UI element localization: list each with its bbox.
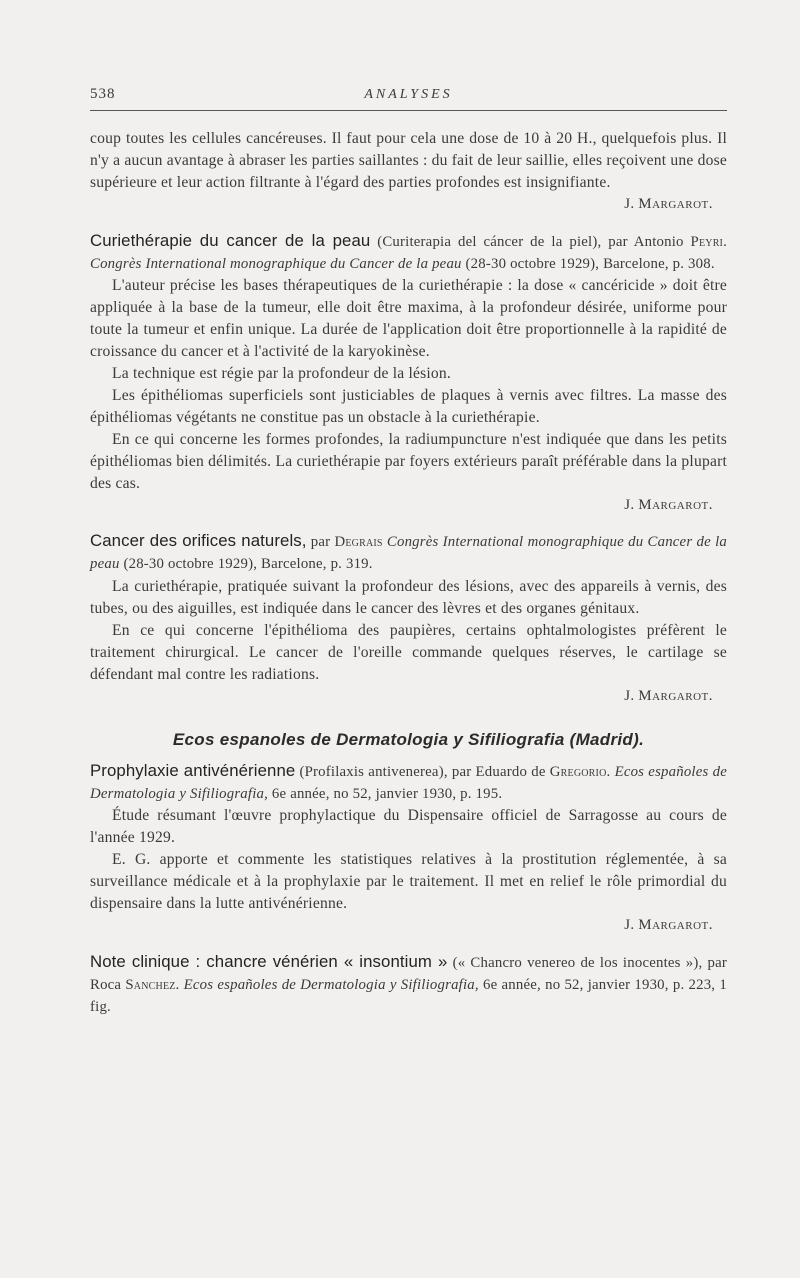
paragraph: Étude résumant l'œuvre prophylactique du Dispensaire officiel de Sarragosse au cours de l'année 1929. (90, 807, 727, 847)
page-body (90, 128, 727, 1019)
entry-ref-c: 6e année, no 52, janvier 1930, p. 195. (268, 785, 503, 802)
entry-source: Ecos españoles de Dermatologia y Sifiliografia, (183, 976, 479, 993)
entry-title: Note clinique : chancre vénérien « insontium » (90, 951, 448, 971)
entry-title: Curiethérapie du cancer de la peau (90, 230, 371, 250)
entry-heading (90, 951, 727, 1019)
entry-author: Sanchez. (125, 976, 180, 993)
paragraph: E. G. apporte et commente les statistiques relatives à la prostitution réglementée, à sa surveillance médicale et à la prophylaxie par le traitement. Il met en relief le rôle primordial du dispensaire dans la lutte antivénérienne. (90, 851, 727, 913)
paragraph: La curiethérapie, pratiquée suivant la profondeur des lésions, avec des appareils à vernis, des tubes, ou des aiguilles, est indiquée dans le cancer des lèvres et des organes génitaux. (90, 578, 727, 618)
running-head: ANALYSES (364, 87, 453, 102)
signature-initial: J. (624, 496, 639, 513)
signature-name: Margarot. (638, 496, 713, 513)
entry-author: Degrais (334, 534, 383, 551)
entry-title: Prophylaxie antivénérienne (90, 760, 296, 780)
paragraph: En ce qui concerne les formes profondes, la radiumpuncture n'est indiquée que dans les petits épithéliomas bien délimités. La curiethérapie par foyers extérieurs paraît préférable dans la plupart des cas. (90, 430, 727, 492)
entry-ref-c: (28-30 octobre 1929), Barcelone, p. 319. (119, 556, 373, 573)
signature-name: Margarot. (638, 917, 713, 933)
entry-source: Congrès International monographique du Cancer de la peau (90, 534, 728, 573)
signature-initial: J. (624, 917, 639, 933)
paragraph: L'auteur précise les bases thérapeutiques de la curiethérapie : la dose « cancéricide » doit être appliquée à la base de la tumeur, elle doit être maxima, à la profondeur désirée, uniforme pour toute la tumeur et enfin unique. La durée de l'application doit être proportionnelle à la rapidité de croissance du cancer et à l'activité de la karyokinèse. (90, 277, 727, 361)
intro-paragraph: coup toutes les cellules cancéreuses. Il faut pour cela une dose de 10 à 20 H., quelquefois plus. Il n'y a aucun avantage à abraser les parties saillantes : du fait de leur saillie, elles reçoivent une dose supérieure et leur action filtrante à l'égard des parties profondes est insignifiante. (90, 130, 727, 191)
signature (90, 915, 727, 937)
paragraph: En ce qui concerne l'épithélioma des paupières, certains ophtalmologistes préfèrent le traitement chirurgical. Le cancer de l'oreille commande quelques réserves, le cartilage se défendant mal contre les radiations. (90, 622, 727, 683)
entry-heading (90, 230, 727, 276)
entry-ref-a: (« Chancro venereo de los inocentes »), par Roca (90, 954, 727, 993)
entry-heading (90, 760, 727, 806)
entry-ref-c: (28-30 octobre 1929), Barcelone, p. 308. (461, 255, 715, 272)
entry-prophylaxie (90, 760, 727, 937)
signature (90, 194, 727, 216)
page-header (90, 84, 727, 111)
signature-name: Margarot. (638, 687, 713, 704)
entry-orifices (90, 530, 727, 707)
entry-ref-a: (Profilaxis antivenerea), par Eduardo de (295, 763, 550, 780)
entry-ref-c: 6e année, no 52, janvier 1930, p. 223, 1 fig. (90, 976, 727, 1015)
signature-name: Margarot. (638, 195, 713, 212)
entry-ref-a: (Curiterapia del cáncer de la piel), par Antonio (370, 233, 691, 250)
entry-heading (90, 530, 727, 576)
entry-curietherapie (90, 230, 727, 517)
section-title: Ecos espanoles de Dermatologia y Sifiliografia (Madrid). (172, 729, 645, 749)
page-number: 538 (90, 86, 116, 102)
entry-author: Peyri. (690, 233, 727, 250)
signature (90, 686, 727, 708)
entry-ref-a: par (306, 534, 335, 551)
entry-source: Congrès International monographique du Cancer de la peau (90, 255, 462, 272)
entry-source: Ecos españoles de Dermatologia y Sifiliografia, (90, 763, 727, 802)
entry-author: Gregorio. (549, 763, 611, 780)
signature-initial: J. (624, 687, 639, 704)
entry-title: Cancer des orifices naturels, (90, 531, 307, 551)
signature (90, 495, 727, 517)
paragraph: Les épithéliomas superficiels sont justiciables de plaques à vernis avec filtres. La masse des épithéliomas végétants ne constitue pas un obstacle à la curiethérapie. (90, 386, 727, 426)
signature-initial: J. (624, 195, 639, 212)
paragraph: La technique est régie par la profondeur de la lésion. (112, 365, 451, 383)
entry-note-clinique (90, 951, 727, 1019)
